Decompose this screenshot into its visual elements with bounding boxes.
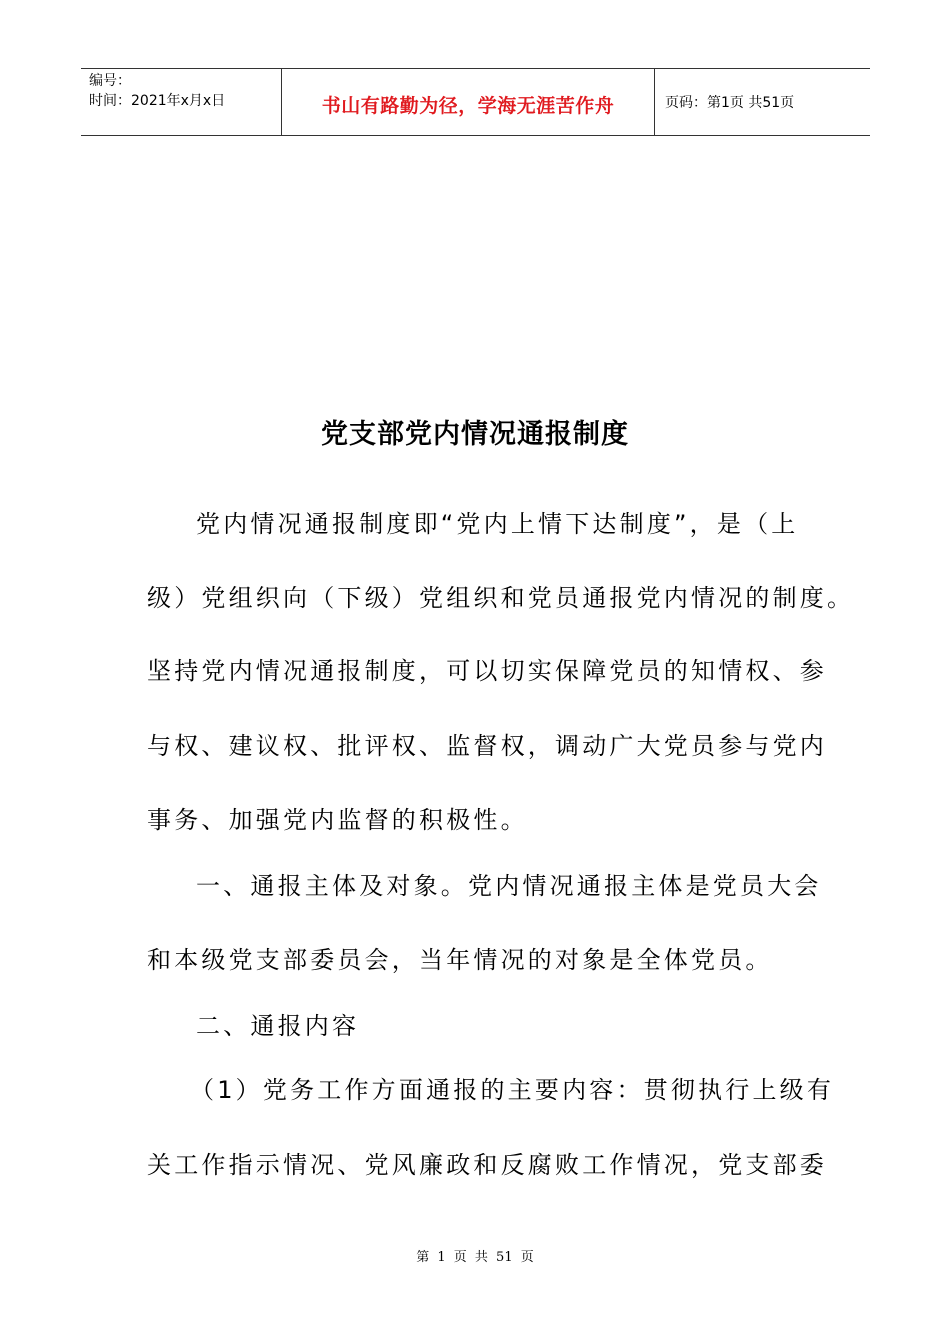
paragraph-line: 与权、建议权、批评权、监督权，调动广大党员参与党内 [147,732,827,760]
paragraph-line: （1）党务工作方面通报的主要内容：贯彻执行上级有 [190,1076,835,1104]
header-page-cell [655,69,870,135]
paragraph-line: 级）党组织向（下级）党组织和党员通报党内情况的制度。 [147,584,855,612]
motto-text: 书山有路勤为径，学海无涯苦作舟 [321,94,615,117]
page-footer: 第 1 页 共 51 页 [416,1250,534,1265]
header-meta-cell [81,69,282,135]
paragraph-line: 党内情况通报制度即“党内上情下达制度”，是（上 [196,510,799,538]
section-heading: 二、通报内容 [196,1012,360,1040]
paragraph-line: 坚持党内情况通报制度，可以切实保障党员的知情权、参 [147,657,827,685]
document-title: 党支部党内情况通报制度 [321,419,629,450]
page-info: 页码：第1页 共51页 [665,95,795,111]
paragraph-line: 关工作指示情况、党风廉政和反腐败工作情况，党支部委 [147,1151,827,1179]
document-header [81,68,870,136]
header-motto-cell [282,69,655,135]
paragraph-line: 一、通报主体及对象。党内情况通报主体是党员大会 [196,872,822,900]
paragraph-line: 事务、加强党内监督的积极性。 [147,806,528,834]
time-label: 时间：2021年x月x日 [89,93,226,109]
paragraph-line: 和本级党支部委员会，当年情况的对象是全体党员。 [147,946,773,974]
number-label: 编号： [89,73,131,89]
